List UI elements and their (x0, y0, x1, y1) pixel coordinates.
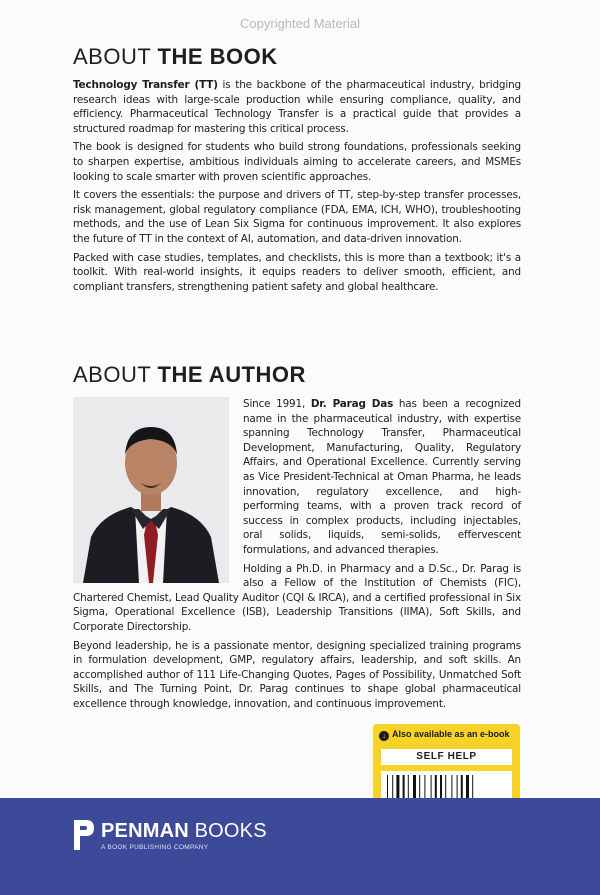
author-paragraph-3: Beyond leadership, he is a passionate mentor, designing specialized training programs in formulation development, GMP, regulatory affairs, leadership, and soft skills. An accomplished author of 111 Life-Changing Quotes, Pages of Possibility, Unmatched Soft Skills, and The Turning Point, Dr. Parag continues to shape global pharmaceutical excellence through knowledge, innovation, and continuous improvement. (73, 639, 521, 710)
author-paragraph-1-text: has been a recognized name in the pharmaceutical industry, with expertise spanning Technology Transfer, Pharmaceutical Development, Manufacturing, Quality, Regulatory Affairs, and Operational Excellence. Currently serving as Vice President-Technical at Oman Pharma, he leads innovation, regulatory excellence, and high-performing teams, with a proven track record of success in complex products, including injectables, oral solids, liquids, semi-solids, effervescent formulations, and advanced therapies. (243, 398, 521, 556)
about-author-heading (73, 362, 521, 388)
about-book-heading (73, 44, 521, 70)
author-paragraph-2: Holding a Ph.D. in Pharmacy and a D.Sc., Dr. Parag is also a Fellow of the Institution of Chemists (FIC), Chartered Chemist, Lead Quality Auditor (CQI & IRCA), and a certified professional in Six Sigma, Operational Excellence (ISB), Leadership Transitions (IIMA), Soft Skills, and Corporate Directorship. (73, 562, 521, 633)
heading-light: ABOUT (73, 362, 158, 387)
genre-label: SELF HELP (381, 749, 512, 765)
book-paragraph-4: Packed with case studies, templates, and checklists, this is more than a textbook; it's a toolkit. With real-world insights, it equips readers to deliver smooth, efficient, and compliant transfers, strengthening patient safety and global healthcare. (73, 251, 521, 293)
download-arrow-icon: ↓ (379, 731, 389, 741)
penman-logo-icon (72, 818, 96, 852)
publisher-name-light: BOOKS (188, 820, 267, 842)
publisher-name-bold: PENMAN (101, 820, 189, 842)
ebook-notice (379, 729, 510, 741)
publisher-tagline: A BOOK PUBLISHING COMPANY (101, 844, 209, 851)
book-paragraph-1 (73, 78, 521, 136)
ebook-notice-text: Also available as an e-book (392, 729, 510, 739)
author-name: Dr. Parag Das (310, 398, 394, 410)
heading-bold: THE BOOK (157, 44, 278, 69)
heading-bold: THE AUTHOR (157, 362, 306, 387)
author-paragraph-1-start: Since 1991, (243, 398, 311, 410)
heading-light: ABOUT (73, 44, 158, 69)
author-portrait-illustration (73, 397, 229, 583)
publisher-name (101, 820, 267, 843)
book-paragraph-2: The book is designed for students who build strong foundations, professionals seeking to sharpen expertise, ambitious individuals aiming to accelerate careers, and MSMEs looking to scale smarter with proven scientific approaches. (73, 141, 521, 183)
book-term: Technology Transfer (TT) (73, 79, 218, 91)
book-paragraph-3: It covers the essentials: the purpose and drivers of TT, step-by-step transfer processes, risk management, global regulatory compliance (FDA, EMA, ICH, WHO), troubleshooting methods, and the use of Lean Six Sigma for continuous improvement. It also explores the future of TT in the context of AI, automation, and data-driven innovation. (73, 189, 521, 245)
about-the-book-section (73, 44, 521, 298)
copyright-watermark: Copyrighted Material (240, 16, 360, 31)
book-paragraph-1-text: is the backbone of the pharmaceutical industry, bridging research ideas with large-scale production while ensuring compliance, quality, and efficiency. Pharmaceutical Technology Transfer is a practical guide that provides a structured roadmap for mastering this critical process. (73, 79, 521, 135)
about-the-author-section (73, 362, 521, 715)
author-photo (73, 397, 229, 583)
